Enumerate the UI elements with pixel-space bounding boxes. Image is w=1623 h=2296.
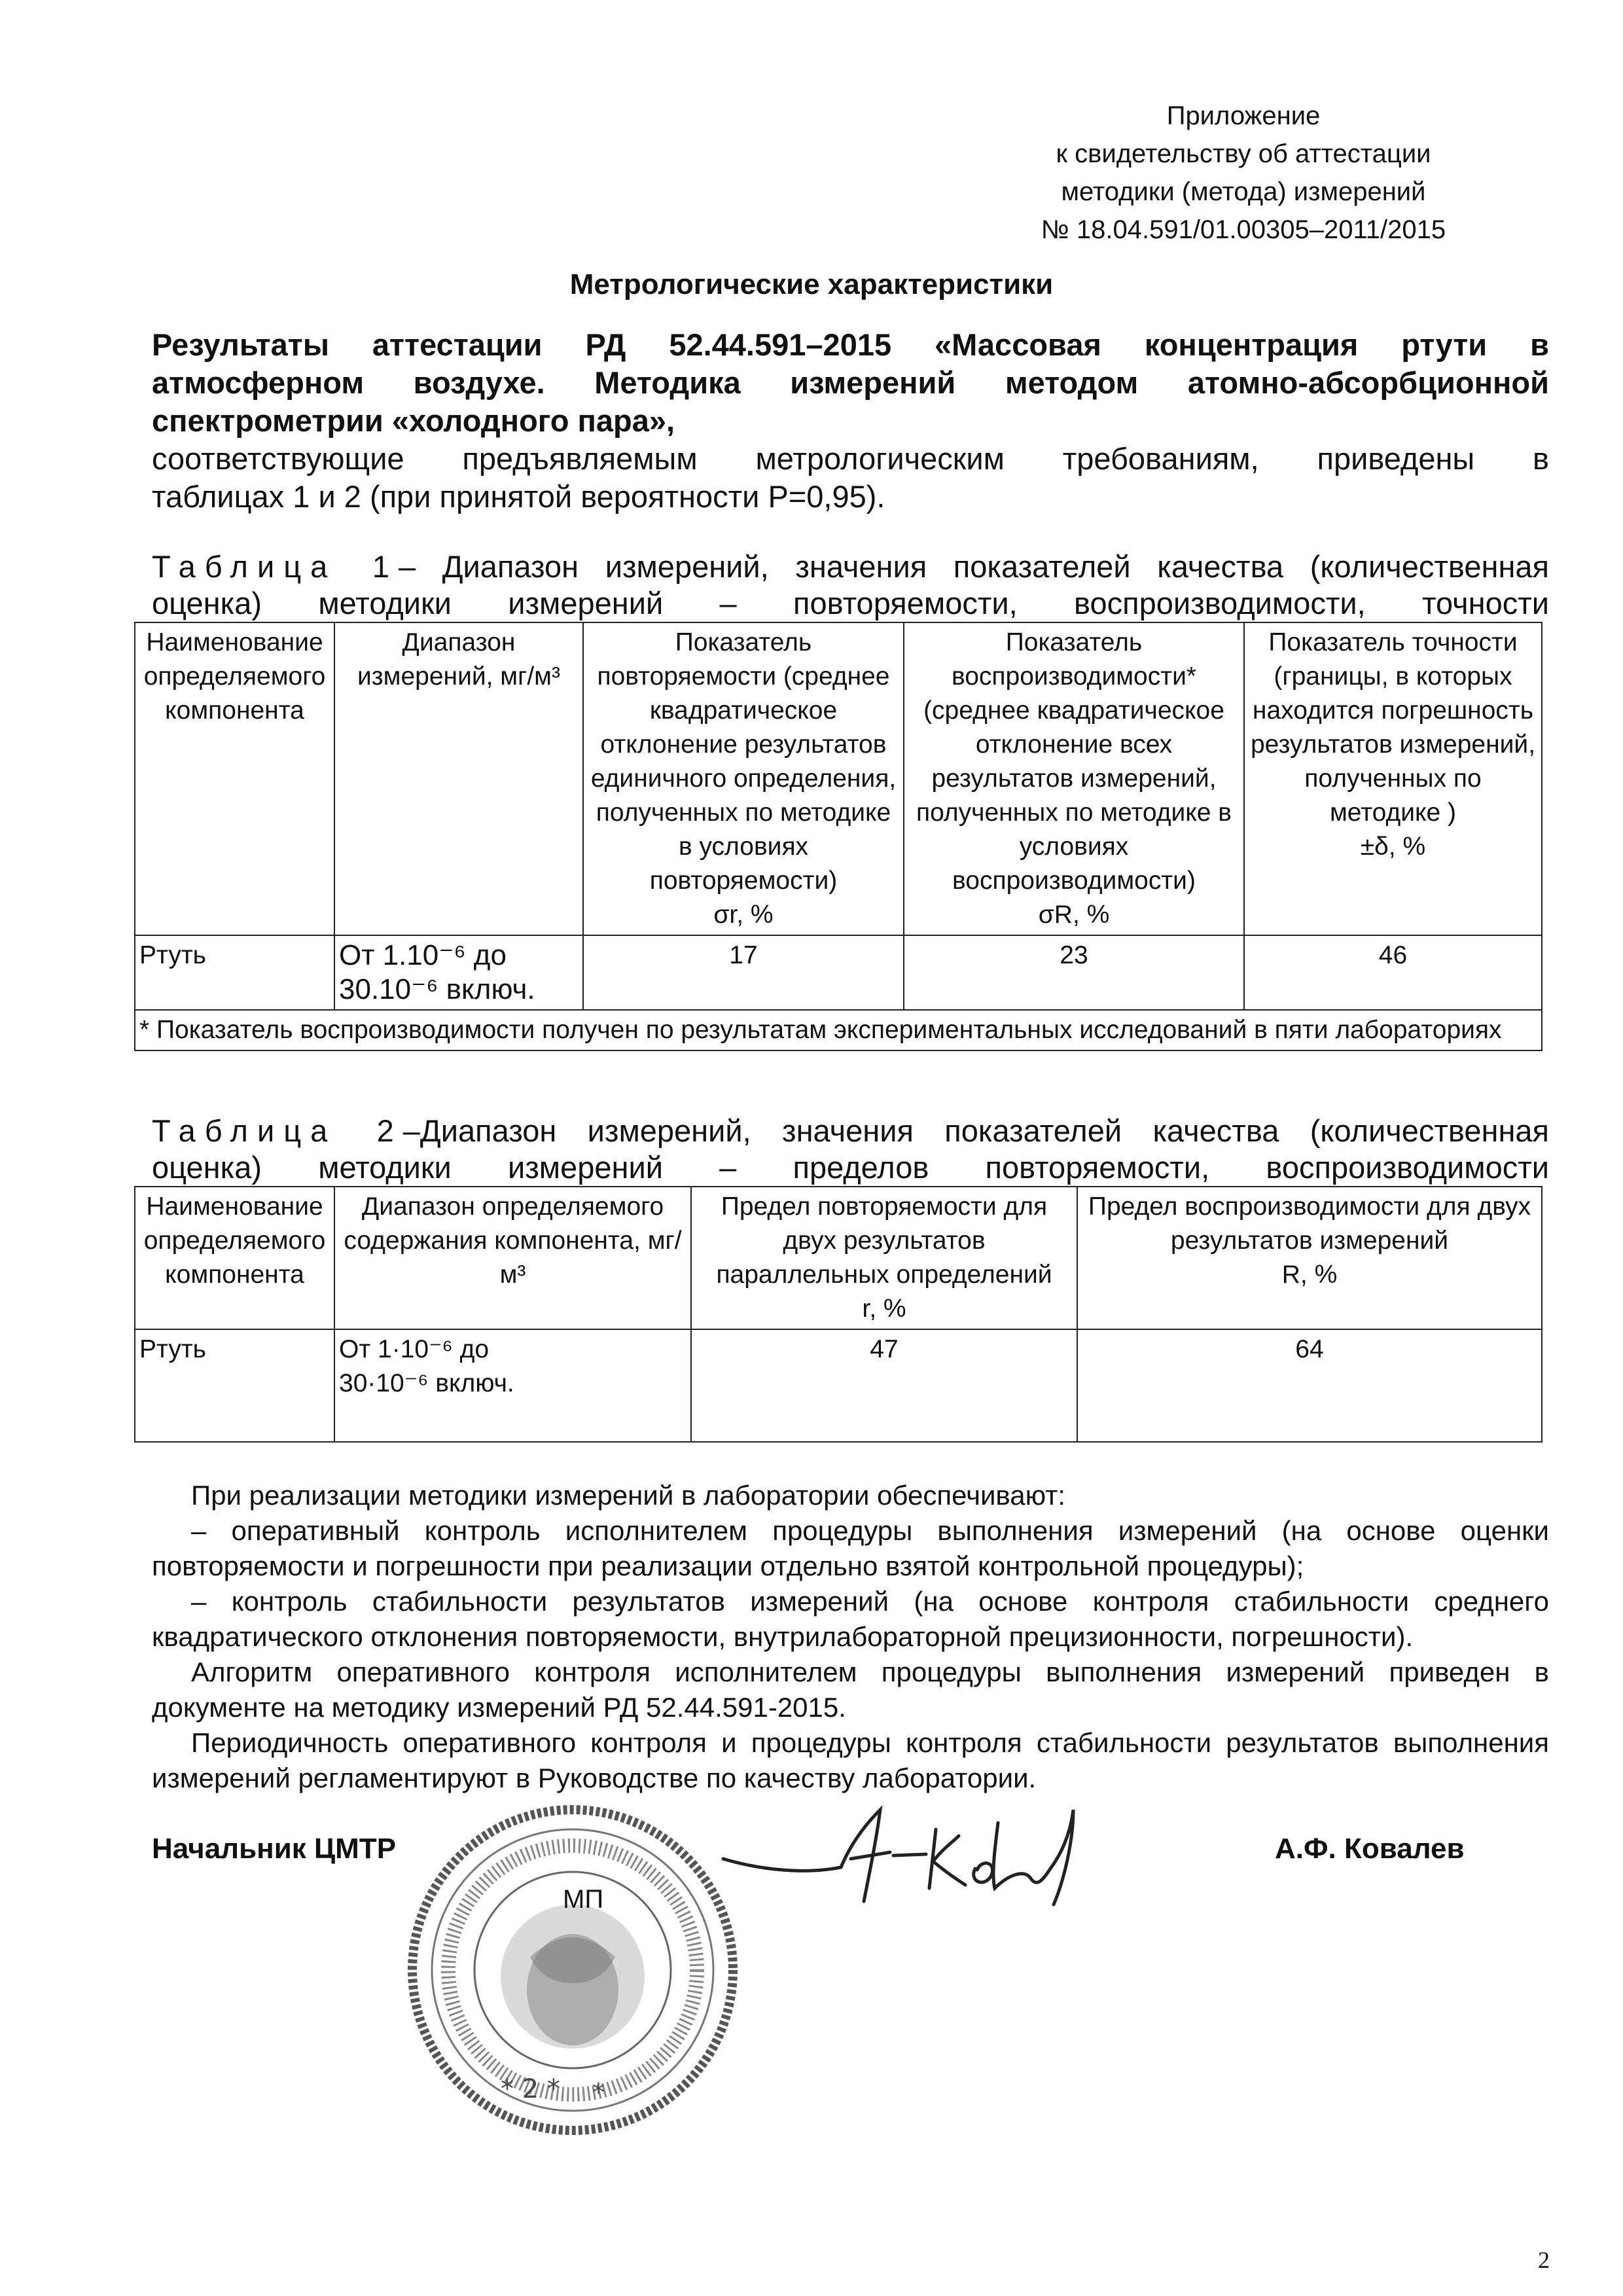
table2-unit-reproducibility: R, % bbox=[1281, 1261, 1338, 1289]
table2-cell-component: Ртуть bbox=[135, 1329, 334, 1442]
svg-text:* 2 *: * 2 * bbox=[501, 2074, 560, 2104]
table1-header-range: Диапазон измерений, мг/м³ bbox=[334, 622, 583, 935]
intro-line-5: таблицах 1 и 2 (при принятой вероятности P=0,95). bbox=[152, 479, 885, 514]
table1-cell-accuracy: 46 bbox=[1244, 935, 1542, 1010]
table1-header-reproducibility: Показатель воспроизводимости* (среднее квадратическое отклонение всех результатов измерений, полученных по методике в условиях воспроизводимости) σR, % bbox=[904, 622, 1244, 935]
intro-bold-line-1: Результаты аттестации РД 52.44.591–2015 «Массовая концентрация ртути в bbox=[152, 327, 1549, 362]
table1-cell-range: От 1.10⁻⁶ до 30.10⁻⁶ включ. bbox=[334, 935, 583, 1010]
intro-bold-line-2: атмосферном воздухе. Методика измерений методом атомно-абсорбционной bbox=[152, 365, 1549, 400]
table2-caption bbox=[152, 1113, 1549, 1186]
table-row bbox=[135, 1329, 1542, 1442]
table1-footnote-row bbox=[135, 1010, 1542, 1050]
table2-header-reproducibility-limit: Предел воспроизводимости для двух результатов измерений R, % bbox=[1077, 1187, 1542, 1329]
table1-caption-line-2: оценка) методики измерений – повторяемости, воспроизводимости, точности bbox=[152, 586, 1549, 620]
seal-label: МП bbox=[563, 1885, 604, 1914]
table2-header-repeatability-limit: Предел повторяемости для двух результатов параллельных определений r, % bbox=[691, 1187, 1077, 1329]
appendix-block bbox=[975, 97, 1512, 249]
table2-caption-line-2: оценка) методики измерений – пределов повторяемости, воспроизводимости bbox=[152, 1150, 1549, 1185]
intro-paragraph bbox=[152, 326, 1549, 516]
table1-footnote: * Показатель воспроизводимости получен по результатам экспериментальных исследований в пяти лабораториях bbox=[135, 1010, 1542, 1050]
page-title: Метрологические характеристики bbox=[569, 268, 1054, 300]
table1-caption-prefix: Таблица 1 bbox=[152, 549, 399, 584]
body-paragraph-3: – контроль стабильности результатов измерений (на основе контроля стабильности среднего квадратического отклонения повторяемости, внутрилабораторной прецизионности, погрешности). bbox=[152, 1586, 1549, 1652]
table1-cell-component: Ртуть bbox=[135, 935, 334, 1010]
table2-cell-range: От 1·10⁻⁶ до 30·10⁻⁶ включ. bbox=[334, 1329, 691, 1442]
body-text bbox=[152, 1478, 1549, 1796]
appendix-line-4: № 18.04.591/01.00305–2011/2015 bbox=[1041, 215, 1446, 244]
table2-cell-reproducibility-limit: 64 bbox=[1077, 1329, 1542, 1442]
table1-caption-line-1: – Диапазон измерений, значения показателей качества (количественная bbox=[399, 549, 1549, 584]
table1 bbox=[134, 622, 1543, 1051]
appendix-line-1: Приложение bbox=[1166, 101, 1321, 130]
table1-unit-repeatability: σr, % bbox=[713, 901, 774, 929]
table1-unit-accuracy: ±δ, % bbox=[1360, 833, 1426, 861]
signatory-title: Начальник ЦМТР bbox=[152, 1833, 397, 1865]
appendix-line-3: методики (метода) измерений bbox=[1061, 177, 1426, 206]
table2 bbox=[134, 1186, 1543, 1443]
appendix-line-2: к свидетельству об аттестации bbox=[1056, 139, 1431, 168]
page-number: 2 bbox=[1538, 2247, 1550, 2273]
table2-header-component: Наименование определяемого компонента bbox=[135, 1187, 334, 1329]
intro-line-4: соответствующие предъявляемым метрологическим требованиям, приведены в bbox=[152, 441, 1549, 476]
body-paragraph-2: – оперативный контроль исполнителем процедуры выполнения измерений (на основе оценки повторяемости и погрешности при реализации отдельно взятой контрольной процедуры); bbox=[152, 1515, 1549, 1581]
table1-cell-reproducibility: 23 bbox=[904, 935, 1244, 1010]
table1-header-accuracy: Показатель точности (границы, в которых находится погрешность результатов измерений, полученных по методике ) ±δ, % bbox=[1244, 622, 1542, 935]
table2-unit-repeatability: r, % bbox=[862, 1295, 906, 1323]
table2-caption-line-1: –Диапазон измерений, значения показателей качества (количественная bbox=[402, 1113, 1549, 1148]
table1-cell-repeatability: 17 bbox=[583, 935, 904, 1010]
body-paragraph-1: При реализации методики измерений в лаборатории обеспечивают: bbox=[191, 1480, 1066, 1511]
intro-bold-line-3: спектрометрии «холодного пара», bbox=[152, 403, 675, 438]
body-paragraph-4: Алгоритм оперативного контроля исполнителем процедуры выполнения измерений приведен в документе на методику измерений РД 52.44.591-2015. bbox=[152, 1657, 1549, 1723]
table1-header-component: Наименование определяемого компонента bbox=[135, 622, 334, 935]
table-row bbox=[135, 935, 1542, 1010]
table2-header-range: Диапазон определяемого содержания компонента, мг/м³ bbox=[334, 1187, 691, 1329]
signatory-name: А.Ф. Ковалев bbox=[1275, 1833, 1465, 1865]
table2-header-row bbox=[135, 1187, 1542, 1329]
seal-stamp bbox=[402, 1793, 743, 2147]
table2-caption-prefix: Таблица 2 bbox=[152, 1113, 403, 1148]
body-paragraph-5: Периодичность оперативного контроля и процедуры контроля стабильности результатов выполнения измерений регламентируют в Руководстве по качеству лаборатории. bbox=[152, 1727, 1549, 1793]
svg-text:*: * bbox=[592, 2078, 605, 2107]
table1-header-row bbox=[135, 622, 1542, 935]
table1-caption bbox=[152, 548, 1549, 622]
table1-unit-reproducibility: σR, % bbox=[1038, 901, 1110, 929]
signature-image bbox=[717, 1797, 1083, 1914]
table2-cell-repeatability-limit: 47 bbox=[691, 1329, 1077, 1442]
table1-header-repeatability: Показатель повторяемости (среднее квадратическое отклонение результатов единичного определения, полученных по методике в условиях повторяемости) σr, % bbox=[583, 622, 904, 935]
